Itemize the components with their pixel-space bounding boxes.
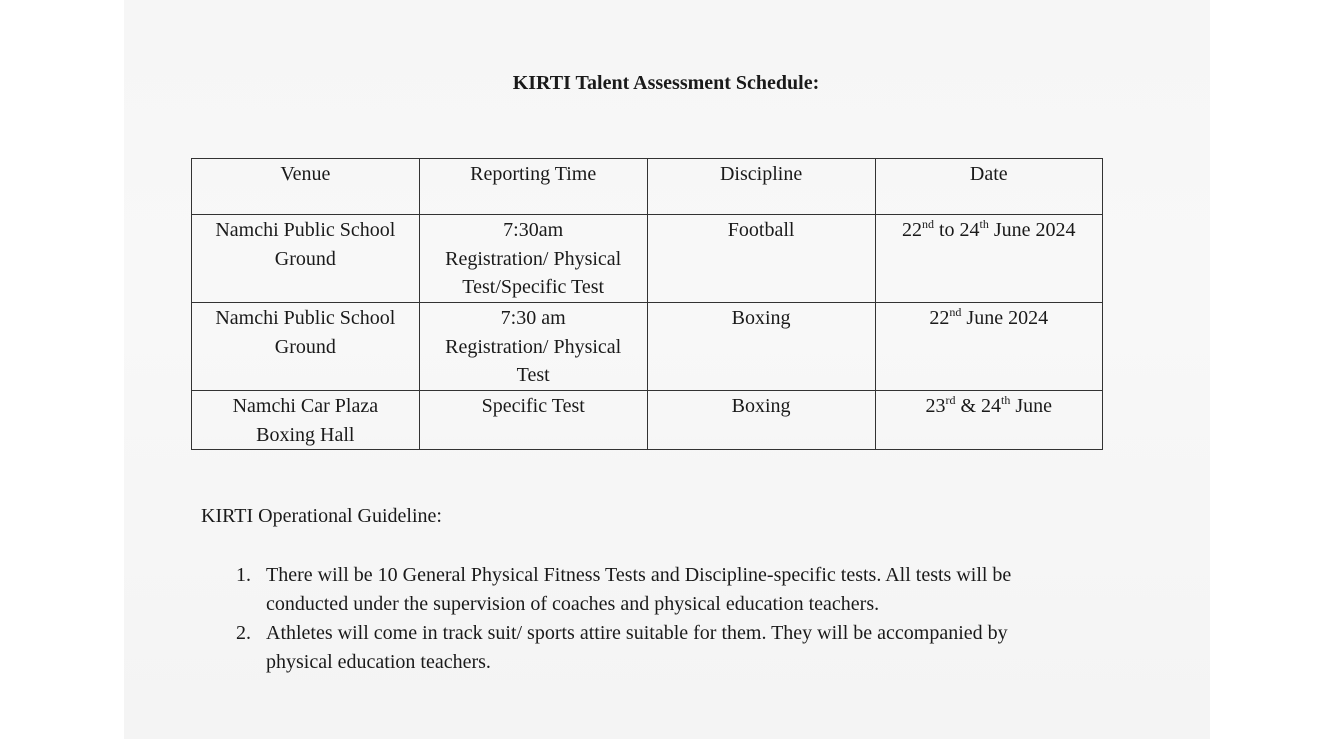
date-tail: June	[1010, 395, 1053, 417]
guidelines-heading: KIRTI Operational Guideline:	[201, 505, 442, 527]
table-row	[192, 215, 1103, 303]
venue-line: Boxing Hall	[256, 423, 355, 446]
cell-date	[875, 303, 1102, 391]
time-line: 7:30am	[503, 219, 564, 241]
date-ordinal: th	[1001, 393, 1011, 407]
table-row	[192, 391, 1103, 450]
cell-reporting-time	[419, 391, 647, 450]
list-number: 1.	[236, 564, 251, 586]
table-header-row	[192, 159, 1103, 215]
list-item-line: conducted under the supervision of coaches and physical education teachers.	[266, 593, 880, 615]
header-venue: Venue	[192, 159, 420, 215]
document-title: KIRTI Talent Assessment Schedule:	[512, 72, 820, 94]
cell-discipline: Boxing	[647, 391, 875, 450]
venue-line: Ground	[274, 335, 336, 358]
date-ordinal: nd	[921, 217, 934, 231]
list-item-line: physical education teachers.	[266, 651, 491, 673]
date-ordinal: rd	[945, 393, 956, 407]
cell-date	[875, 215, 1102, 303]
cell-discipline: Boxing	[647, 303, 875, 391]
date-tail: June 2024	[961, 307, 1049, 329]
cell-venue	[192, 215, 420, 303]
venue-line: Namchi Public School	[215, 307, 396, 329]
date-ordinal: th	[979, 217, 989, 231]
date-day: 23	[925, 395, 946, 417]
time-line: Specific Test	[481, 395, 585, 417]
cell-reporting-time	[419, 215, 647, 303]
cell-date	[875, 391, 1102, 450]
time-line: Test	[516, 364, 550, 386]
venue-line: Ground	[274, 247, 336, 270]
assessment-schedule-table	[191, 158, 1103, 450]
cell-venue	[192, 391, 420, 450]
date-tail: June 2024	[988, 219, 1076, 241]
date-mid: & 24	[955, 395, 1002, 417]
header-date: Date	[875, 159, 1102, 215]
cell-discipline: Football	[647, 215, 875, 303]
list-number: 2.	[236, 622, 251, 644]
list-item	[228, 561, 1088, 619]
cell-venue	[192, 303, 420, 391]
header-discipline: Discipline	[647, 159, 875, 215]
list-item	[228, 619, 1088, 677]
date-ordinal: nd	[949, 305, 962, 319]
time-line: Registration/ Physical	[445, 247, 622, 270]
header-reporting-time: Reporting Time	[419, 159, 647, 215]
venue-line: Namchi Car Plaza	[232, 395, 379, 417]
cell-reporting-time	[419, 303, 647, 391]
time-line: Registration/ Physical	[445, 335, 622, 358]
date-day: 22	[929, 307, 950, 329]
date-day: 22	[901, 219, 922, 241]
list-item-line: There will be 10 General Physical Fitness Tests and Discipline-specific tests. All tests will be	[266, 564, 1012, 586]
venue-line: Namchi Public School	[215, 219, 396, 241]
table-row	[192, 303, 1103, 391]
time-line: 7:30 am	[500, 307, 566, 329]
list-item-line: Athletes will come in track suit/ sports attire suitable for them. They will be accompanied by	[266, 622, 1008, 644]
time-line: Test/Specific Test	[462, 276, 605, 298]
date-mid: to 24	[933, 219, 980, 241]
guidelines-list	[228, 561, 1088, 677]
